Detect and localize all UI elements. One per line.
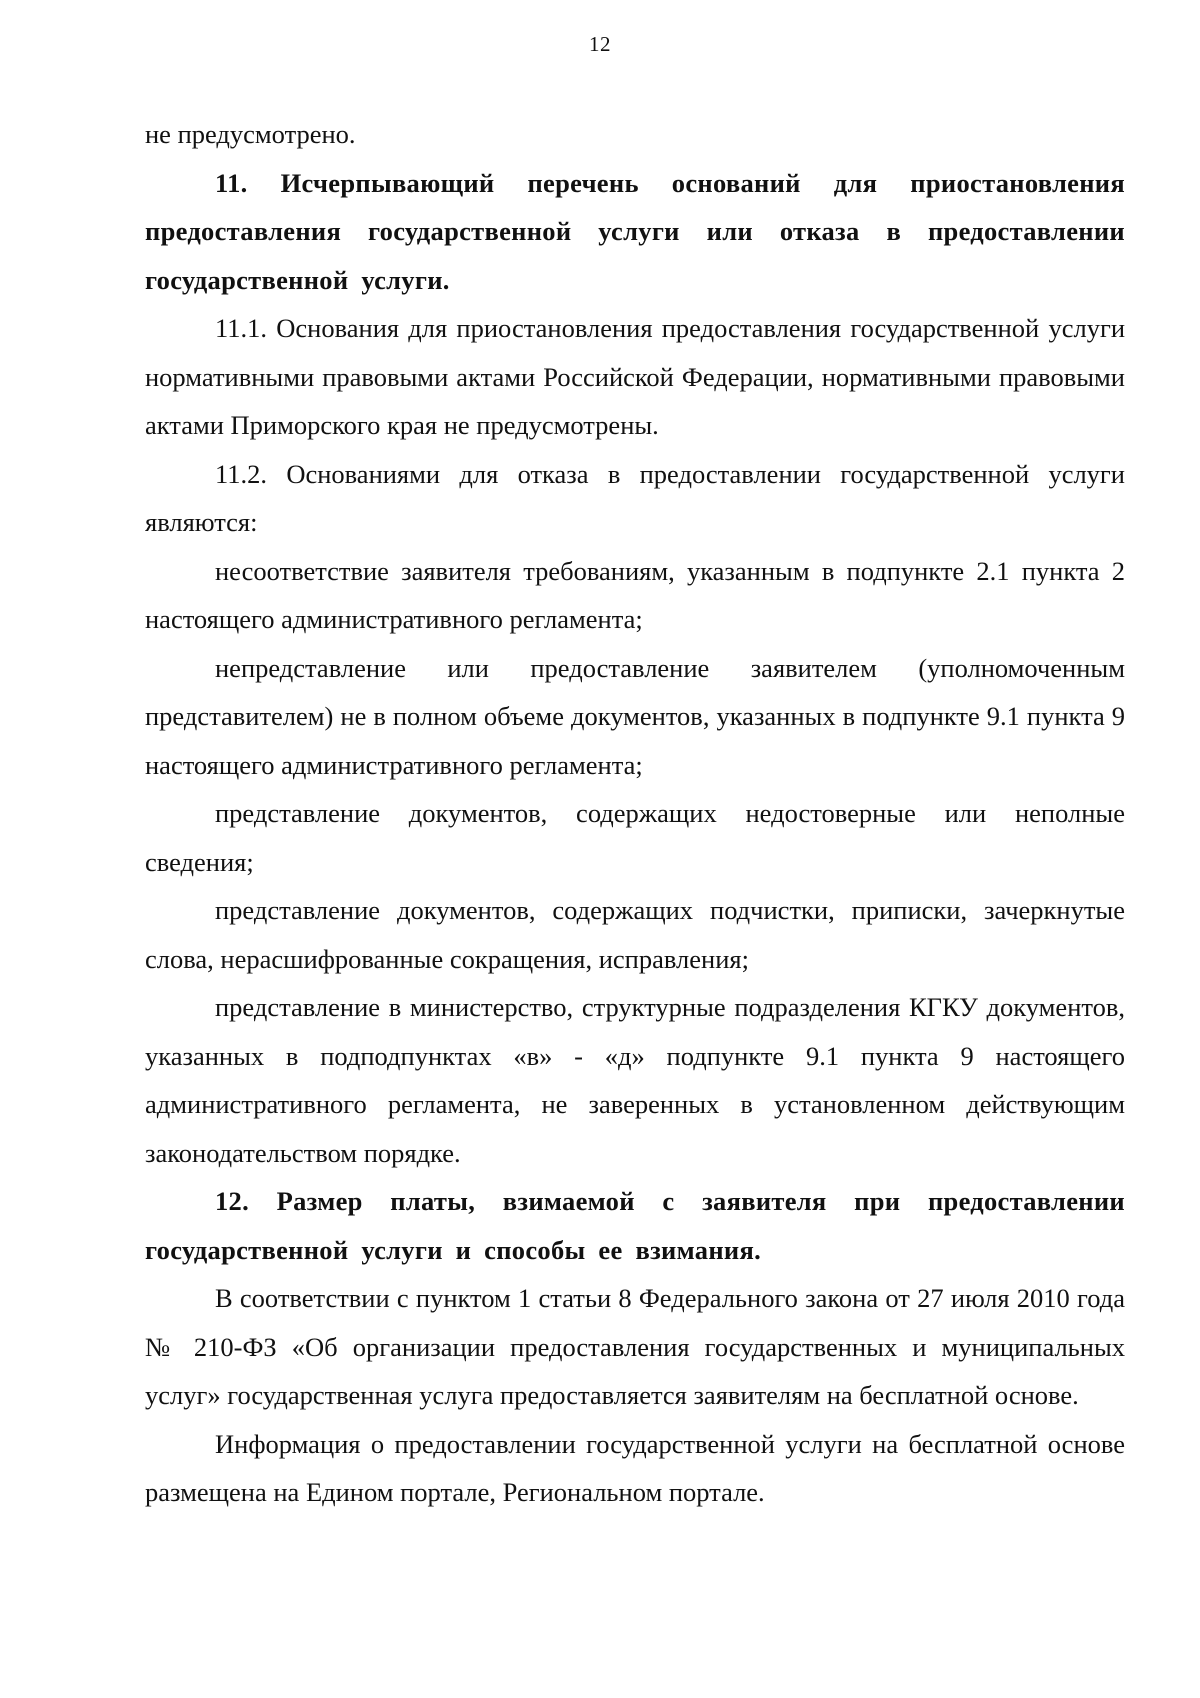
paragraph-12-2: Информация о предоставлении государственной услуги на бесплатной основе размещена на Едином портале, Региональном портале. (145, 1428, 1125, 1507)
paragraph-11-2: 11.2. Основаниями для отказа в предоставлении государственной услуги являются: (145, 458, 1125, 537)
section-11-heading: 11. Исчерпывающий перечень оснований для приостановления предоставления государственной услуги или отказа в предоставлении государственной услуги. (145, 167, 1125, 295)
refusal-ground-item: непредставление или предоставление заявителем (уполномоченным представителем) не в полном объеме документов, указанных в подпункте 9.1 пункта 9 настоящего административного регламента; (145, 652, 1125, 780)
page-number: 12 (589, 32, 611, 56)
refusal-ground-item: представление документов, содержащих подчистки, приписки, зачеркнутые слова, нерасшифрованные сокращения, исправления; (145, 895, 1125, 974)
refusal-ground-item: представление в министерство, структурные подразделения КГКУ документов, указанных в подподпунктах «в» - «д» подпункте 9.1 пункта 9 настоящего административного регламента, не заверенных в установленном действующим законодательством порядке. (145, 992, 1125, 1168)
paragraph-11-1: 11.1. Основания для приостановления предоставления государственной услуги нормативными правовыми актами Российской Федерации, нормативными правовыми актами Приморского края не предусмотрены. (145, 313, 1125, 440)
refusal-ground-item: несоответствие заявителя требованиям, указанным в подпункте 2.1 пункта 2 настоящего административного регламента; (145, 555, 1125, 634)
intro-paragraph: не предусмотрено. (145, 119, 356, 149)
section-12-heading: 12. Размер платы, взимаемой с заявителя при предоставлении государственной услуги и способы ее взимания. (145, 1186, 1125, 1265)
document-body (145, 110, 1125, 1517)
paragraph-12-1: В соответствии с пунктом 1 статьи 8 Федерального закона от 27 июля 2010 года № 210-ФЗ «Об организации предоставления государственных и муниципальных услуг» государственная услуга предоставляется заявителям на бесплатной основе. (145, 1283, 1125, 1410)
refusal-ground-item: представление документов, содержащих недостоверные или неполные сведения; (145, 798, 1125, 877)
